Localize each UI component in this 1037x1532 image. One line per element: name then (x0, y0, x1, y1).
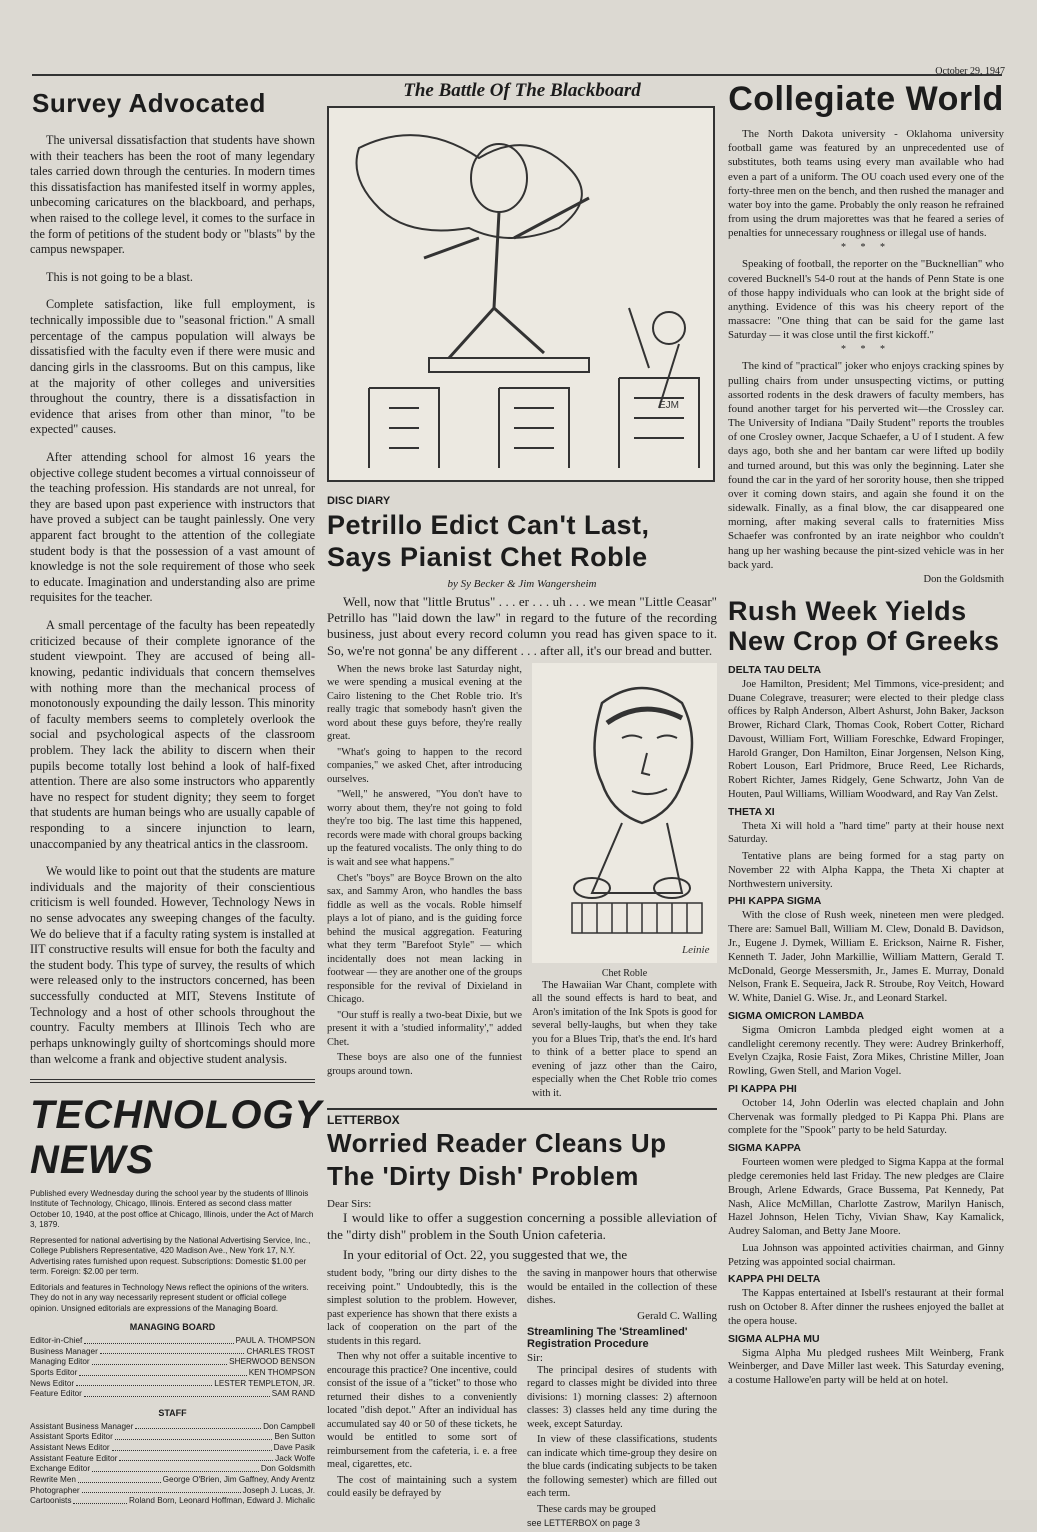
caricature-signature: Leinie (682, 943, 710, 956)
cartoon-title: The Battle Of The Blackboard (403, 80, 641, 101)
greek-section-heading: SIGMA OMICRON LAMBDA (728, 1009, 865, 1022)
roster-row: Business Manager CHARLES TROST (30, 1346, 315, 1356)
survey-paragraph: The universal dissatisfaction that students have shown with their teachers has been the root of many legendary tales carried down through the centuries. In modern times this dissatisfaction has manifested itself in wormy apples, unbecoming caricatures on the blackboard, and perhaps, when raised to the college level, it comes to the surface in the form of petitions of the student body or "blasts" by the campus newspaper. (30, 133, 315, 257)
greek-section-text: Tentative plans are being formed for a stag party on November 22 with Alpha Kappa, the Theta Xi chapter at Northwestern university. (728, 851, 1004, 890)
letter-paragraph: student body, "bring our dirty dishes to the receiving point." Undoubtedly, this is the simplest solution to the problem. However, past experience has shown that there exists a lack of cooperation on the part of the students in this regard. (327, 1268, 517, 1347)
registration-salutation: Sir: (527, 1351, 543, 1364)
disc-diary-paragraph: "Well," he answered, "You don't have to worry about them, they're not going to fold they're too big. The last time this happened, records were made with choral groups backing up the featured vocalists. The only thing to do is wait and see what happens." (327, 789, 522, 868)
disc-diary-lead: Well, now that "little Brutus" . . . er . . . uh . . . we mean "Little Ceasar" Petrillo has "laid down the law" in regard to the future of the recording business, just about every record column you read has given space to it. So, we're not gonna' be any different . . . after all, it's our bread and butter. (327, 593, 717, 658)
greek-section-text: Lua Johnson was appointed activities chairman, and Ginny Petzing was appointed social chairman. (728, 1242, 1004, 1268)
greek-section-heading: THETA XI (728, 805, 775, 818)
letterbox-headline-line2: The 'Dirty Dish' Problem (327, 1160, 639, 1191)
disc-diary-paragraph: These boys are also one of the funniest groups around town. (327, 1052, 522, 1077)
letterbox-left-column (327, 1267, 517, 1532)
issue-date: October 29, 1947 (935, 66, 1005, 77)
greek-section-heading: SIGMA ALPHA MU (728, 1332, 820, 1345)
roster-row: Sports Editor KEN THOMPSON (30, 1367, 315, 1377)
disc-diary-left-column (327, 663, 522, 1103)
staff-heading: STAFF (158, 1407, 187, 1418)
survey-column (30, 80, 322, 1506)
letterbox-headline-line1: Worried Reader Cleans Up (327, 1128, 667, 1159)
roster-row: Editor-in-Chief PAUL A. THOMPSON (30, 1335, 315, 1345)
survey-paragraph: After attending school for almost 16 years the objective college student becomes a virtual connoisseur of the teaching profession. His standards are not unreal, for they are based upon past experience with instructors that have proved a subject can be taught painlessly. One very apparent fact brought to the attention of the collegiate student body is that the possession of a vast amount of knowledge is not the sole requirement of those who seek to educate. Imagination and understanding also are prime requisites for the teacher. (30, 449, 315, 605)
collegiate-paragraph: Speaking of football, the reporter on the "Bucknellian" who covered Bucknell's 54-0 rout at the hands of Penn State is one of those happy individuals who can look at the bright side of anything. Evidence of this was his cheery report of the massacre: "One thing that can be said for the game last Saturday — it was close until the first kickoff." (728, 258, 1004, 342)
roster-row: News Editor LESTER TEMPLETON, JR. (30, 1378, 315, 1388)
letter-paragraph: Then why not offer a suitable incentive to encourage this practice? One incentive, could consist of the issue of a "ticket" to those who returned their dishes to a conveniently located "dish depot." After an individual has accumulated say 40 or 50 of these tickets, he would be entitled to some sort of reimbursement from the cafeteria, i. e. a free meal, cigarettes, etc. (327, 1351, 517, 1471)
continued-link[interactable]: see LETTERBOX on page 3 (527, 1518, 641, 1529)
letter-lead-continued: In your editorial of Oct. 22, you suggested that we, the (343, 1246, 628, 1262)
advertising-note: Represented for national advertising by the National Advertising Service, Inc., College Publishers Representative, 420 Madison Ave., New York 17, N.Y. Advertising rates furnished upon request. Subscriptions: Domestic $1.00 per term. Foreign: $2.00 per term. (30, 1236, 311, 1276)
roster-row: Exchange Editor Don Goldsmith (30, 1464, 315, 1474)
survey-headline: Survey Advocated (32, 88, 266, 118)
collegiate-world-headline: Collegiate World (728, 80, 1004, 118)
disc-diary-paragraph: When the news broke last Saturday night, we were spending a musical evening at the Cairo listening to the Chet Roble trio. It's really tragic that somebody hasn't given the word about these guys before, they're really great. (327, 663, 522, 743)
survey-paragraph: This is not going to be a blast. (46, 269, 193, 284)
roster-row: Assistant News Editor Dave Pasik (30, 1443, 315, 1453)
letterbox-kicker: LETTERBOX (327, 1108, 717, 1127)
disc-diary-body (327, 663, 717, 1103)
collegiate-paragraph: The kind of "practical" joker who enjoys cracking spines by pulling chairs from under unsuspecting victims, or putting assorted rodents in the desk drawers of faculty members, has found another target for his perverted wit—the Crossley car. The University of Indiana "Daily Student" reports the troubles of one Crosley owner, Jacque Schaefer, a U of I student. A few days ago, both she and her bantam car were lifted up bodily and turned around, but this was only the beginning. Later she found the car in the yard of her sorority house, then she tripped over it coming down stairs, and again she found it on the sidewalk. Finally, as a final blow, the car disappeared one morning, after making several calls to fraternities Miss Schaefer was confronted by an irate neighbor who couldn't hang up her washing because the pint-sized vehicle was in her back yard. (728, 360, 1004, 571)
masthead-divider (30, 1079, 315, 1083)
letter-paragraph: These cards may be grouped (537, 1503, 656, 1515)
letter-lead: I would like to offer a suggestion concerning a possible alleviation of the "dirty dish" problem in the South Union cafeteria. (327, 1210, 717, 1242)
survey-paragraph: We would like to point out that the students are mature individuals and the majority of their conscientious criticism is well founded. However, Technology News in no sense advocates any sweeping changes of the faculty. We do believe that if a faculty rating system is installed at IIT constructive results will ensue for both the faculty and the student body. This type of survey, the results of which were released only to the instructors concerned, has been successfully conducted at MIT, Stevens Institute of Technology and a host of other schools throughout the country. Faculty members at Illinois Tech who are perhaps unknowingly guilty of shortcomings should more than welcome a frank and objective student analysis. (30, 864, 315, 1066)
greek-section-heading: PI KAPPA PHI (728, 1082, 797, 1095)
rush-week-headline-line1: Rush Week Yields (728, 595, 967, 626)
publication-note: Published every Wednesday during the school year by the students of Illinois Institute of Technology, Chicago, Illinois. Entered as second class matter October 10, 1940, at the post office at Chicago, Illinois, under the Act of March 3, 1879. (30, 1189, 314, 1229)
letter-signature: Gerald C. Walling (637, 1309, 717, 1322)
roster-row: Feature Editor SAM RAND (30, 1389, 315, 1399)
collegiate-author: Don the Goldsmith (923, 573, 1004, 585)
greek-section-heading: DELTA TAU DELTA (728, 663, 822, 676)
letter-paragraph: The cost of maintaining such a system could easily be defrayed by (327, 1474, 517, 1500)
roster-row: Cartoonists Roland Born, Leonard Hoffman, Edward J. Michalic (30, 1496, 315, 1506)
disc-diary-paragraph: "Our stuff is really a two-beat Dixie, but we present it with a 'studied informality'," added Chet. (327, 1009, 522, 1048)
header-rule (32, 74, 1002, 76)
roster-row: Assistant Feature Editor Jack Wolfe (30, 1453, 315, 1463)
disc-diary-paragraph: Chet's "boys" are Boyce Brown on the alto sax, and Sammy Aron, who handles the bass fiddle as well as the vocals. Roble himself plays a lot of piano, and is the guiding force behind the musical aggregation. Featuring what they term "Barefoot Style" — which incidentally does not mean lacking in footwear — they are another one of the groups responsible for the revival of Dixieland in Chicago. (327, 872, 522, 1006)
letterbox-body (327, 1267, 717, 1532)
caricature-caption: Chet Roble (601, 967, 648, 979)
survey-paragraph: A small percentage of the faculty has been repeatedly criticized because of their complete ignorance of the student viewpoint. They are accused of being all-knowing, pedantic individuals that concern themselves with nothing more than the mechanical process of monotonously expounding the daily lesson. This minority of faculty members seems to completely overlook the social and psychological aspects of the classroom problem. They lack the ability to discern when their pupils become totally lost behind a look of half-fixed attention. There are also some instructors who apparently have no respect for student dignity; they seem to forget that students are human beings who are usually capable of responding to a sincere injunction to learn, unaccompanied by any theatrical antics in the classroom. (30, 618, 315, 851)
greek-section-text: With the close of Rush week, nineteen men were pledged. There are: Samuel Ball, William M. Clew, Donald B. Davidson, Jr., Eugene J. Dymek, William E. Erickson, Nairne R. Fisher, Kenneth T. Jader, John Markillie, William Mattern, Gerald T. McDonald, George Messersmith, Jr., James E. Murray, Donald Nelson, Frank E. Sequeira, Jack R. Stroube, Roy Veitch, Howard W. White, Daniel G. Wise. Jr., and Leonard Starkel. (728, 910, 1004, 1005)
disc-diary-right-column (532, 663, 717, 1103)
roster-row: Assistant Business Manager Don Campbell (30, 1421, 315, 1431)
editorial-note: Editorials and features in Technology News reflect the opinions of the writers. They do not in any way necessarily represent student or official college opinion. Unsigned editorials are expressions of the Managing Board. (30, 1283, 309, 1313)
disc-diary-paragraph: "What's going to happen to the record companies," we asked Chet, after introducing ourselves. (327, 746, 522, 785)
masthead-title: TECHNOLOGY NEWS (30, 1093, 322, 1183)
blackboard-cartoon (327, 106, 715, 482)
letter-paragraph: the saving in manpower hours that otherwise would be entailed in the collection of these dishes. (527, 1268, 717, 1307)
managing-board-heading: MANAGING BOARD (129, 1321, 216, 1332)
survey-paragraph: Complete satisfaction, like full employment, is technically impossible due to "seasonal friction." A small percentage of the campus population will always be dissatisfied with the faculty even if there were music and dancing girls in the classrooms. But on this campus, like at the majority of other colleges and universities throughout the country, there is a dissatisfaction in evidence that arises from other than minor, "to be expected" causes. (30, 297, 315, 437)
greek-section-heading: PHI KAPPA SIGMA (728, 895, 822, 908)
rush-week-headline-line2: New Crop Of Greeks (728, 626, 1000, 657)
greek-section-heading: KAPPA PHI DELTA (728, 1273, 821, 1286)
greek-section-text: Sigma Alpha Mu pledged rushees Milt Weinberg, Frank Weinberger, and Dave Miller last week. This Saturday evening, a costume Hallowe'en party will be held at on hotel. (728, 1347, 1004, 1387)
registration-subheadline: Streamlining The 'Streamlined' Registration Procedure (527, 1325, 688, 1350)
staff-list (30, 1422, 315, 1507)
greek-section-text: Fourteen women were pledged to Sigma Kappa at the formal pledge ceremonies held last Friday. The new pledges are Claire Brough, Arlene Edwards, Grace Bussema, Pat Kennedy, Pat Nash, Alice McMillan, Charlotte Zastrow, Marilyn Hanisch, Hazel Johnson, Helen Tichy, Vivian Shaw, Kay Kamalick, Audrey Saloman, and Betty Jane Moore. (728, 1157, 1004, 1238)
roster-row: Assistant Sports Editor Ben Sutton (30, 1432, 315, 1442)
greek-section-text: Sigma Omicron Lambda pledged eight women at a candlelight ceremony recently. They were: Audrey Brinkerhoff, Evelyn Czajka, Rosie Faist, Zora Mikes, Christine Miller, Joan Rowling, Gwen Stell, and Marion Vogel. (728, 1024, 1004, 1078)
letter-salutation: Dear Sirs: (327, 1198, 372, 1211)
collegiate-column (728, 80, 1004, 1480)
roster-row: Managing Editor SHERWOOD BENSON (30, 1357, 315, 1367)
petrillo-headline-line2: Says Pianist Chet Roble (327, 542, 648, 573)
petrillo-headline-line1: Petrillo Edict Can't Last, (327, 510, 650, 540)
greek-section-text: Theta Xi will hold a "hard time" party at their house next Saturday. (728, 820, 1004, 846)
separator: * * * (841, 344, 891, 356)
greek-section-text: Joe Hamilton, President; Mel Timmons, vice-president; and Duane Colegrave, treasurer; were elected to their pledge class offices by Ralph Anderson, Albert Ashurst, John Baker, Jackson Brower, Richard Clark, Thomas Cook, Robert Cotter, Richard Davoust, William Fort, William Foreschke, Edward Fropinger, Harold Granger, Don Hamilton, Einar Jorgensen, Nelson King, Robert Louson, Earl Pridmore, Bruce Reed, Lee Richards, Robert Richter, James Ridgely, Gene Schwartz, John Van de Houten, Paul Williams, William Woodward, and Ray Van Zelst. (728, 678, 1004, 800)
chet-roble-caricature (532, 663, 717, 963)
letter-paragraph: The principal desires of students with regard to classes might be divided into three divisions: 1) morning classes: 2) afternoon classes: 3) classes held any time during the week, except Saturday. (527, 1364, 717, 1430)
collegiate-paragraph: The North Dakota university - Oklahoma university football game was featured by an unprecedented use of substitutes, both teams using every man available who had even a part of a uniform. The OU coach used every one of the forty-three men on the bench, and then rushed the manager and water boy into the game. Probably the only reason he refrained from using the drum majorettes was that he feared a series of penalties for unnecessary roughness or illegal use of hands. (728, 128, 1004, 240)
greek-section-text: October 14, John Oderlin was elected chaplain and John Chervenak was formally pledged to Pi Kappa Phi. Plans are complete for the "Spook" party to be held Saturday. (728, 1097, 1004, 1137)
cartoonist-initials: EJM (659, 400, 679, 411)
disc-diary-byline: by Sy Becker & Jim Wangersheim (447, 577, 597, 590)
roster-row: Rewrite Men George O'Brien, Jim Gaffney, Andy Arentz (30, 1475, 315, 1485)
roster-row: Photographer Joseph J. Lucas, Jr. (30, 1485, 315, 1495)
center-column (327, 80, 717, 1529)
greek-section-text: The Kappas entertained at Isbell's restaurant at their formal rush on October 8. After dinner the rushees enjoyed the ballet at the opera house. (728, 1288, 1004, 1327)
managing-board-list (30, 1336, 315, 1400)
disc-diary-paragraph: The Hawaiian War Chant, complete with all the sound effects is hard to beat, and Aron's imitation of the Ink Spots is good for several belly-laughs, but when they take you for a Blues Trip, that's the end. It's hard to think of a better place to spend an evening of jazz other than the Cairo, especially when the Chet Roble trio comes with it. (532, 979, 717, 1099)
separator: * * * (841, 242, 891, 254)
letter-paragraph: In view of these classifications, students can indicate which time-group they desire on the blue cards (indicating subjects to be taken the following semester) which are filled out each term. (527, 1434, 717, 1500)
disc-diary-kicker: DISC DIARY (327, 495, 391, 507)
letterbox-right-column (527, 1267, 717, 1532)
greek-section-heading: SIGMA KAPPA (728, 1142, 801, 1155)
